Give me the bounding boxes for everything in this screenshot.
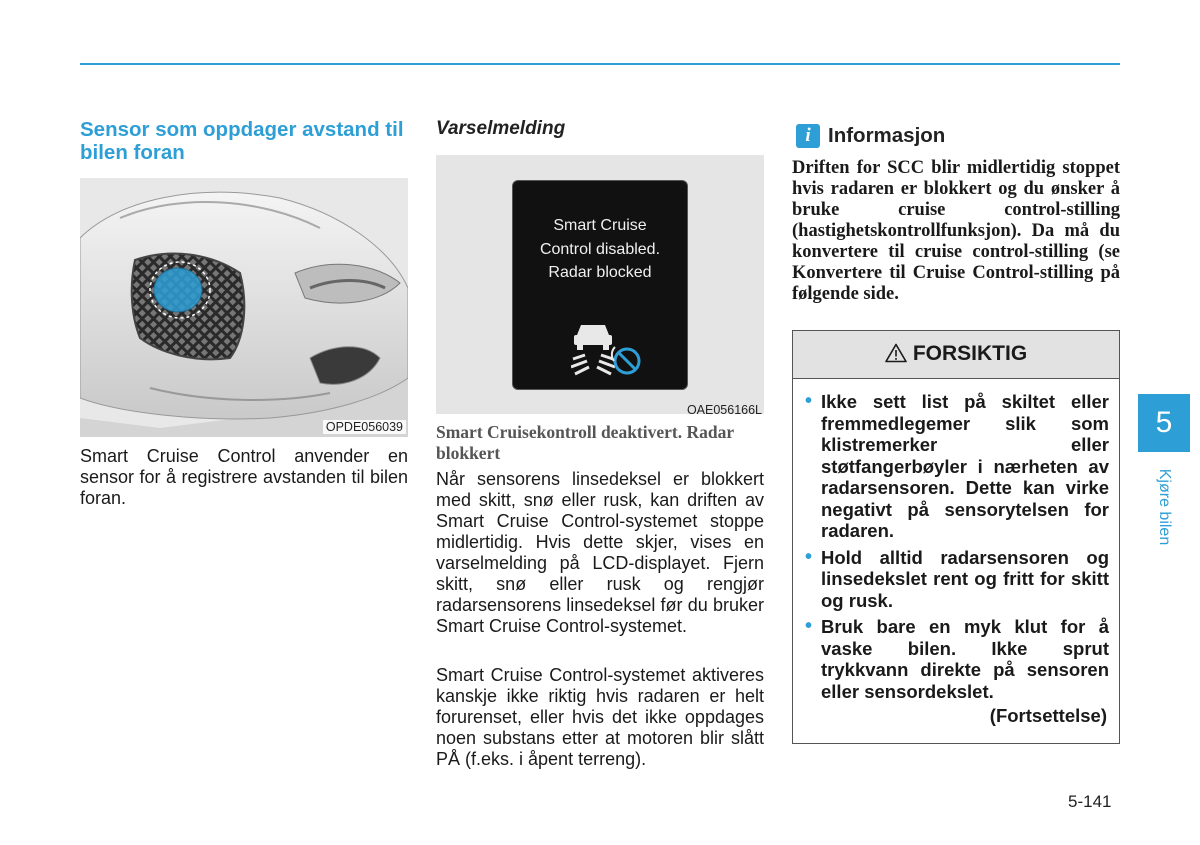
continued-label: (Fortsettelse) xyxy=(989,705,1107,726)
caution-header xyxy=(793,331,1119,379)
lcd-screen xyxy=(512,180,688,390)
car-front-figure xyxy=(80,178,408,437)
caution-title: FORSIKTIG xyxy=(912,342,1028,365)
lcd-warning-figure xyxy=(436,155,764,417)
section-heading: Sensor som oppdager avstand til bilen foran xyxy=(80,118,404,164)
warning-triangle-icon xyxy=(885,343,907,363)
radar-blocked-icon xyxy=(571,319,645,377)
caution-item: • Ikke sett list på skiltet eller fremmedlegemer slik som klistremerker eller støtfangerbøyler i nærheten av radarsensoren. Dette kan virke negativt på sensorytelsen for radaren. xyxy=(805,391,1109,542)
caution-list xyxy=(805,391,1109,707)
chapter-number-tab: 5 xyxy=(1138,394,1190,452)
caution-item: • Hold alltid radarsensoren og linsedekslet rent og fritt for skitt og rusk. xyxy=(805,547,1109,612)
info-title: Informasjon xyxy=(828,124,946,147)
figure-code: OAE056166L xyxy=(686,403,762,417)
body-paragraph: Smart Cruise Control-systemet aktiveres kanskje ikke riktig hvis radaren er helt forurenset, eller hvis det ikke oppdages noen substans etter at motoren blir slått PÅ (f.eks. i åpent terreng). xyxy=(436,665,764,769)
lcd-line: Smart Cruise xyxy=(553,217,647,234)
body-text: Smart Cruise Control anvender en sensor for å registrere avstanden til bilen foran. xyxy=(80,446,408,508)
chapter-label xyxy=(1152,460,1176,560)
chapter-label-text: Kjøre bilen xyxy=(1156,468,1173,546)
section-heading-warning: Varselmelding xyxy=(436,118,566,139)
lcd-line: Radar blocked xyxy=(548,264,652,281)
page-number: 5-141 xyxy=(1068,792,1112,811)
lcd-line: Control disabled. xyxy=(539,240,661,258)
top-rule xyxy=(80,63,1120,65)
body-paragraph: Når sensorens linsedeksel er blokkert med skitt, snø eller rusk, kan driften av Smart Cruise Control-systemet stoppe midlertidig. Hvis dette skjer, vises en varselmelding på LCD-displayet. Fjern skitt, snø eller rusk og rengjør radarsensorens linsedeksel før du bruker Smart Cruise Control-systemet. xyxy=(436,469,764,636)
lcd-message xyxy=(513,214,687,285)
info-icon: i xyxy=(796,124,820,148)
caution-item: • Bruk bare en myk klut for å vaske bilen. Ikke sprut trykkvann direkte på sensoren eller sensordekslet. xyxy=(805,616,1109,702)
warning-subheading: Smart Cruisekontroll deaktivert. Radar blokkert xyxy=(436,422,734,463)
car-front-illustration xyxy=(80,178,408,437)
info-body: Driften for SCC blir midlertidig stoppet hvis radaren er blokkert og du ønsker å bruke cruise control-stilling (hastighetskontrollfunksjon). Da må du konvertere til cruise control-stilling (se Konvertere til Cruise Control-stilling på følgende side. xyxy=(792,158,1120,304)
caution-box xyxy=(792,330,1120,744)
figure-code: OPDE056039 xyxy=(323,420,406,434)
